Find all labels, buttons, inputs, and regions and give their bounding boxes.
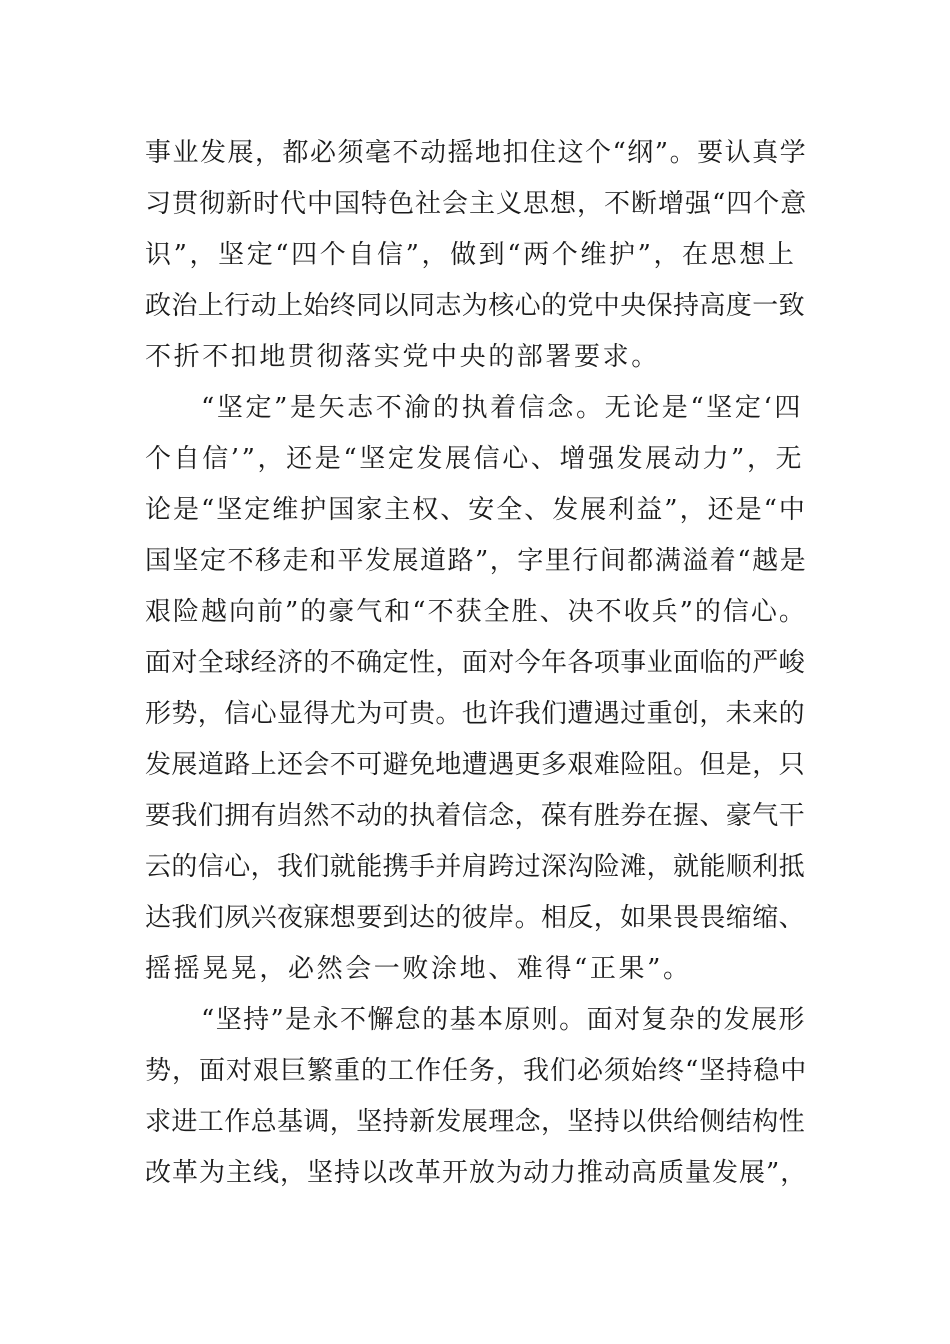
text-line: 艰险越向前”的豪气和“不获全胜、决不收兵”的信心。 — [145, 597, 807, 627]
text-line: 摇摇晃晃，必然会一败涂地、难得“正果”。 — [145, 954, 692, 984]
text-line: 云的信心，我们就能携手并肩跨过深沟险滩，就能顺利抵 — [145, 852, 806, 882]
text-line: 事业发展，都必须毫不动摇地扣住这个“纲”。要认真学 — [145, 138, 808, 168]
body-text — [145, 128, 807, 1199]
text-line: 形势，信心显得尤为可贵。也许我们遭遇过重创，未来的 — [145, 699, 806, 729]
text-line: 势，面对艰巨繁重的工作任务，我们必须始终“坚持稳中 — [145, 1056, 808, 1086]
text-line: 国坚定不移走和平发展道路”，字里行间都满溢着“越是 — [145, 546, 808, 576]
paragraph-first-line: “坚定”是矢志不渝的执着信念。无论是“坚定‘四 — [201, 393, 803, 423]
text-line: 改革为主线，坚持以改革开放为动力推动高质量发展”， — [145, 1158, 808, 1188]
text-line: 习贯彻新时代中国特色社会主义思想，不断增强“四个意 — [145, 189, 808, 219]
text-line: 识”，坚定“四个自信”，做到“两个维护”，在思想上 — [145, 240, 797, 270]
text-line: 达我们夙兴夜寐想要到达的彼岸。相反，如果畏畏缩缩、 — [145, 903, 806, 933]
text-line: 个自信’”，还是“坚定发展信心、增强发展动力”，无 — [145, 444, 805, 474]
text-line: 不折不扣地贯彻落实党中央的部署要求。 — [145, 342, 660, 372]
text-line: 论是“坚定维护国家主权、安全、发展利益”，还是“中 — [145, 495, 807, 525]
text-line: 求进工作总基调，坚持新发展理念，坚持以供给侧结构性 — [145, 1107, 806, 1137]
text-line: 面对全球经济的不确定性，面对今年各项事业面临的严峻 — [145, 648, 806, 678]
paragraph-first-line: “坚持”是永不懈怠的基本原则。面对复杂的发展形 — [201, 1005, 806, 1035]
text-line: 发展道路上还会不可避免地遭遇更多艰难险阻。但是，只 — [145, 750, 806, 780]
text-line: 要我们拥有岿然不动的执着信念，葆有胜券在握、豪气干 — [145, 801, 806, 831]
text-line: 政治上行动上始终同以同志为核心的党中央保持高度一致 — [145, 291, 806, 321]
